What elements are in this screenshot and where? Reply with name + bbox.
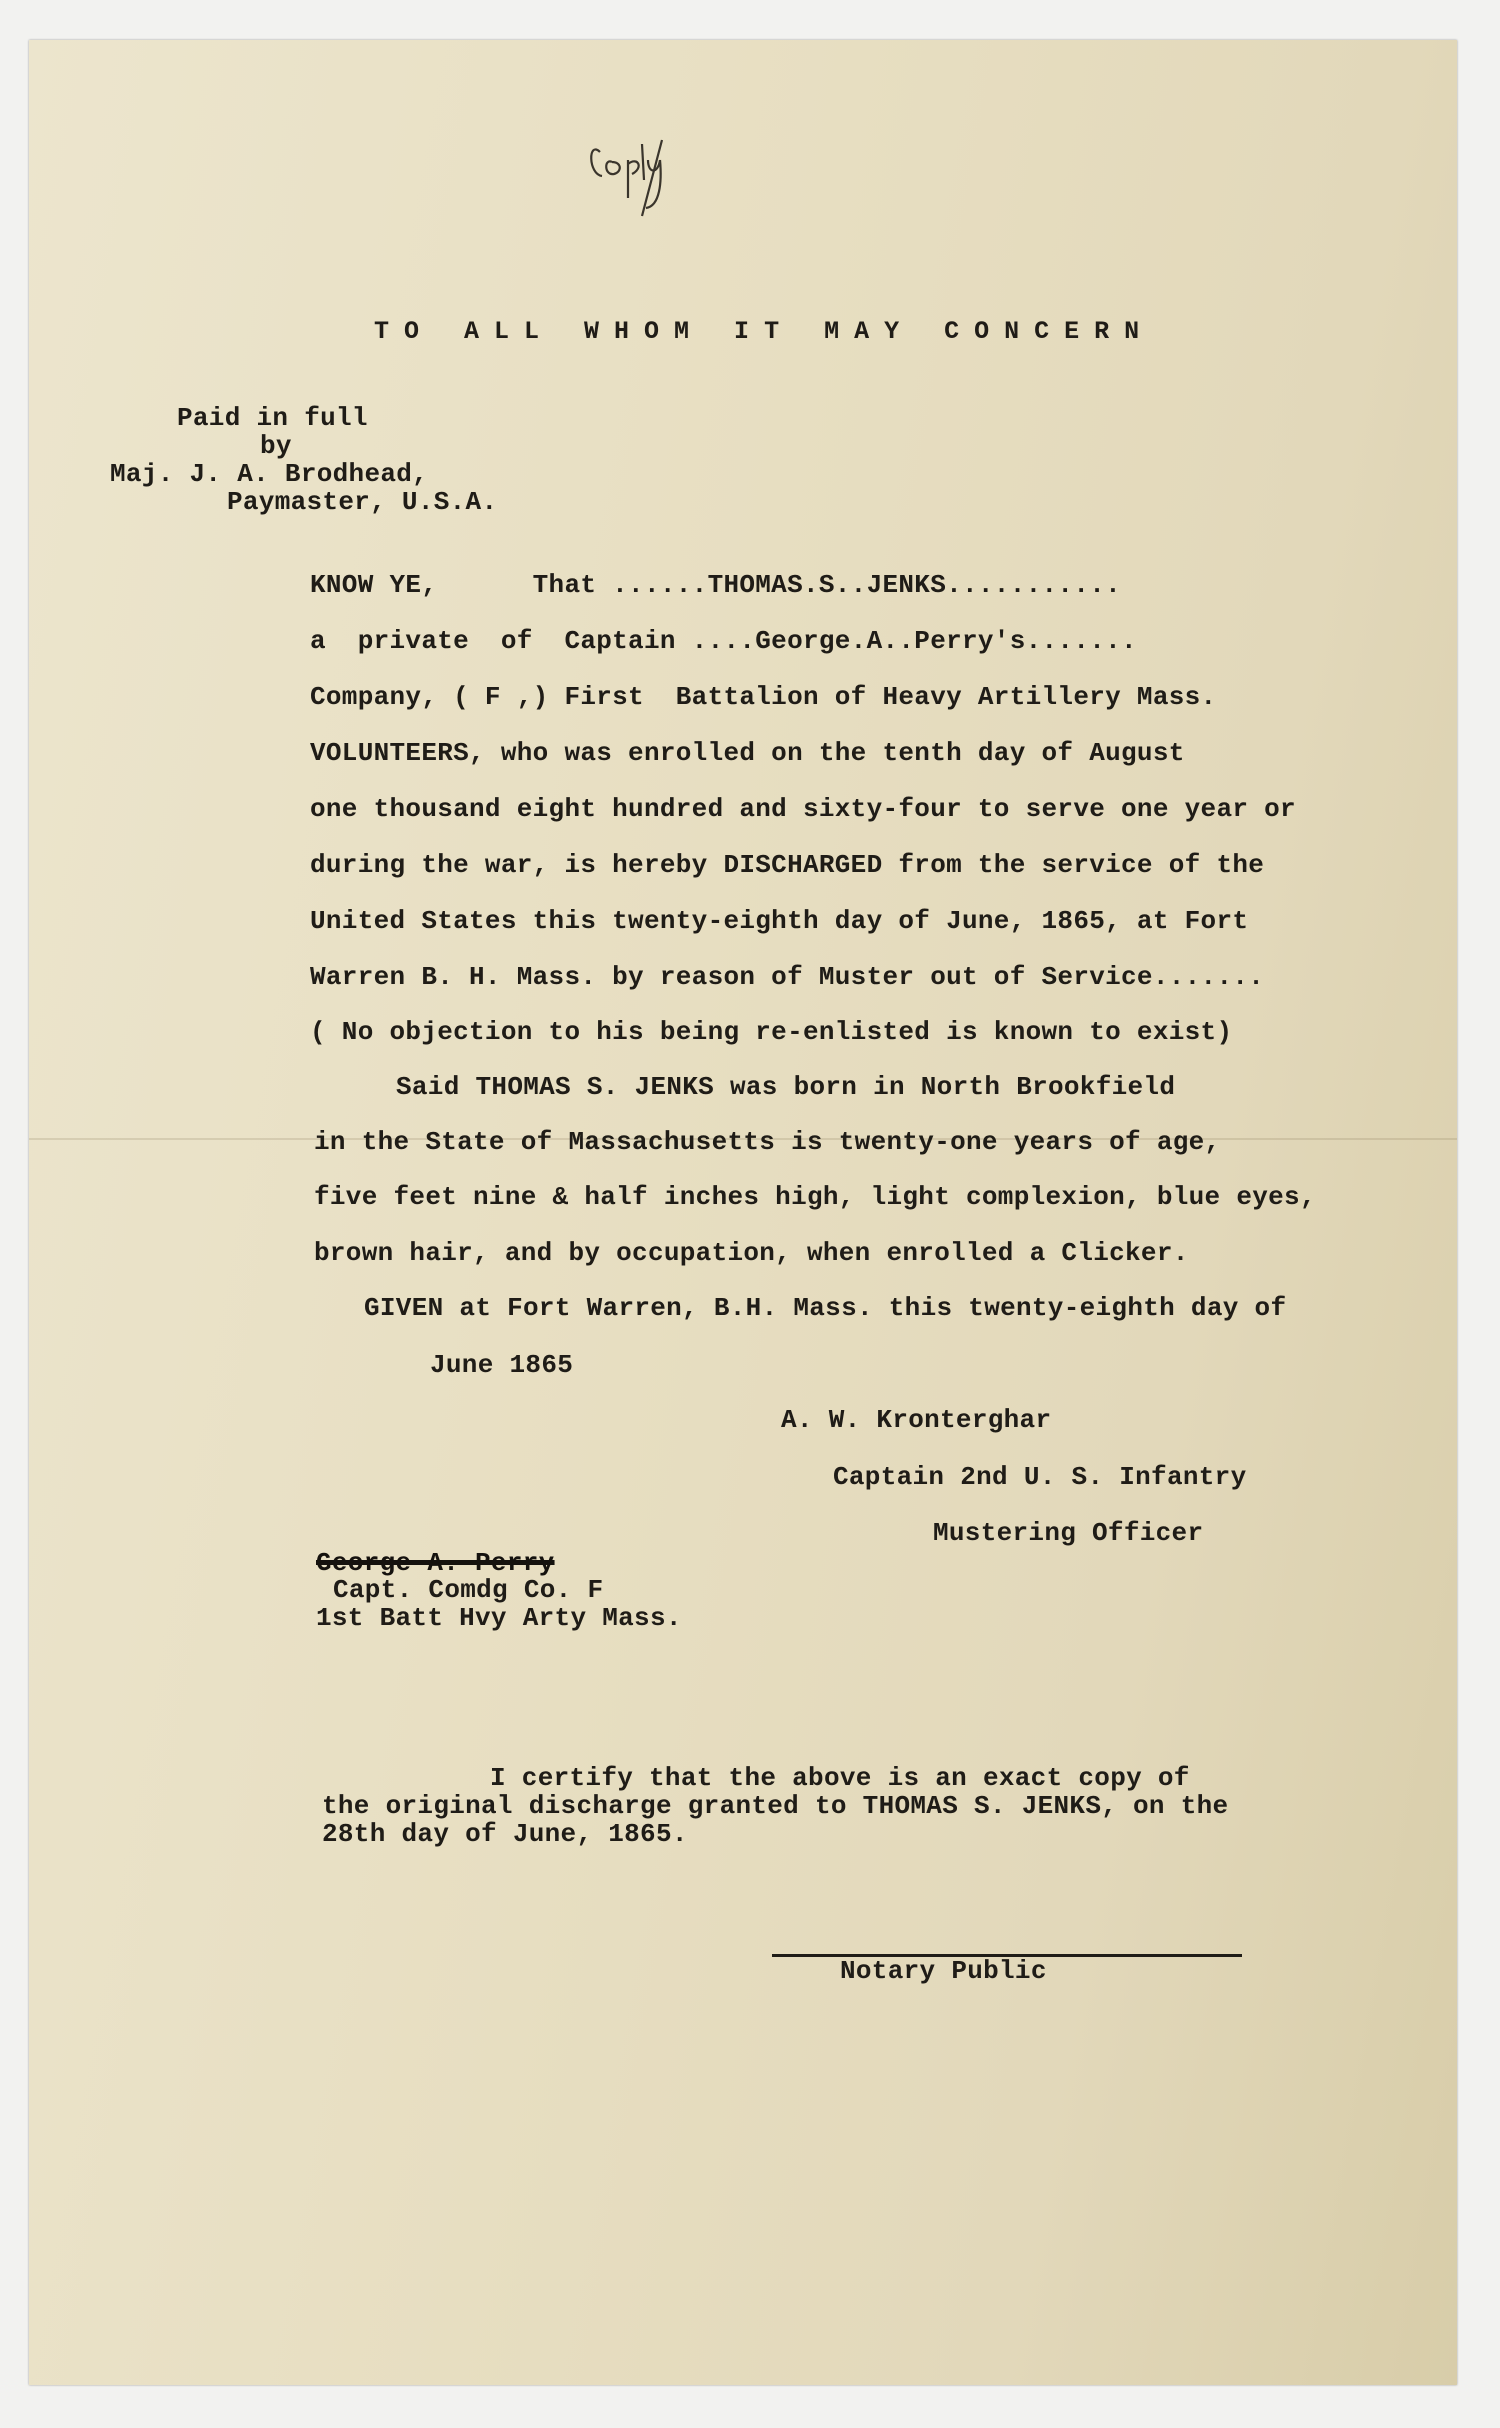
certification-line: I certify that the above is an exact copy of (490, 1763, 1190, 1793)
copy-mark-text: Copy (582, 224, 590, 227)
certification-line: 28th day of June, 1865. (322, 1819, 688, 1849)
signer-role: Mustering Officer (933, 1518, 1204, 1548)
body-line: five feet nine & half inches high, light complexion, blue eyes, (314, 1182, 1316, 1212)
handwritten-copy-mark (582, 118, 712, 228)
body-line: June 1865 (430, 1350, 574, 1380)
body-line: Company, ( F ,) First Battalion of Heavy Artillery Mass. (310, 682, 1217, 712)
body-line: brown hair, and by occupation, when enrolled a Clicker. (314, 1238, 1189, 1268)
body-line: VOLUNTEERS, who was enrolled on the tenth day of August (310, 738, 1185, 768)
body-line: United States this twenty-eighth day of June, 1865, at Fort (310, 906, 1249, 936)
body-line: in the State of Massachusetts is twenty-one years of age, (314, 1127, 1221, 1157)
company-battalion: 1st Batt Hvy Arty Mass. (316, 1603, 682, 1633)
signer-name: A. W. Kronterghar (781, 1405, 1052, 1435)
certification-line: the original discharge granted to THOMAS S. JENKS, on the (322, 1791, 1229, 1821)
paid-in-full: Paid in full (177, 403, 368, 433)
body-line: one thousand eight hundred and sixty-four to serve one year or (310, 794, 1296, 824)
notary-label: Notary Public (840, 1956, 1047, 1986)
body-line: KNOW YE, That ......THOMAS.S..JENKS........... (310, 570, 1122, 600)
company-captain-name: George A. Perry (316, 1548, 555, 1578)
body-line: Said THOMAS S. JENKS was born in North Brookfield (396, 1072, 1176, 1102)
body-line: Warren B. H. Mass. by reason of Muster out of Service....... (310, 962, 1265, 992)
company-captain-title: Capt. Comdg Co. F (333, 1575, 604, 1605)
paymaster-title: Paymaster, U.S.A. (227, 487, 498, 517)
paid-by: by (260, 431, 292, 461)
body-line: GIVEN at Fort Warren, B.H. Mass. this twenty-eighth day of (364, 1293, 1287, 1323)
paymaster-name: Maj. J. A. Brodhead, (110, 459, 429, 489)
body-line: a private of Captain ....George.A..Perry's....... (310, 626, 1137, 656)
body-line: ( No objection to his being re-enlisted is known to exist) (310, 1017, 1233, 1047)
body-line: during the war, is hereby DISCHARGED from the service of the (310, 850, 1265, 880)
document-sheet (29, 40, 1457, 2385)
signer-rank: Captain 2nd U. S. Infantry (833, 1462, 1247, 1492)
document-heading: T O A L L W H O M I T M A Y C O N C E R N (374, 317, 1140, 346)
